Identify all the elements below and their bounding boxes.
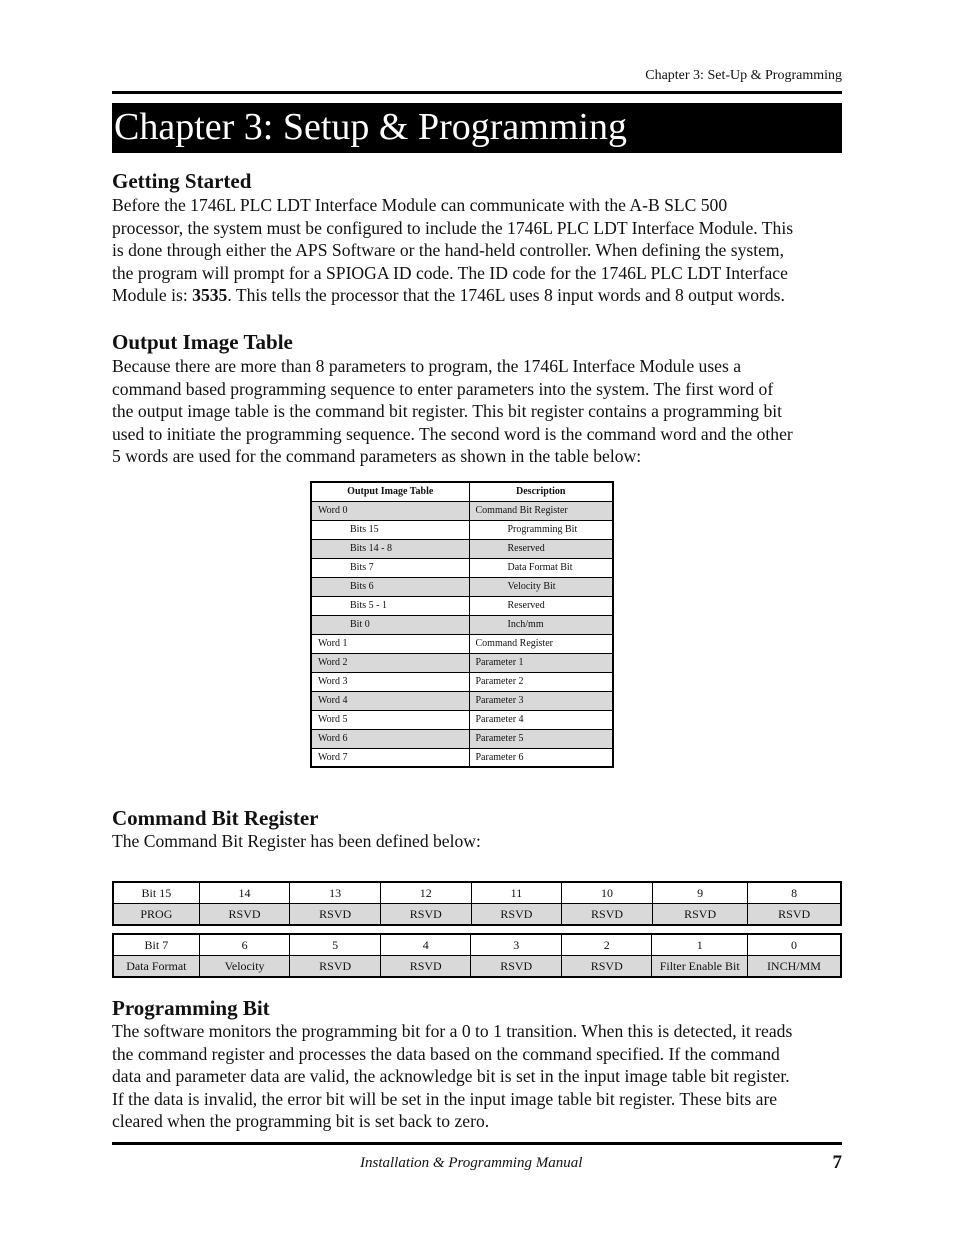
table-row [311,691,613,710]
bit-label-cell: RSVD [471,956,562,978]
text-line: 5 words are used for the command parameters as shown in the table below: [112,446,642,467]
programming-bit-paragraph [112,1020,844,1133]
table-row [311,615,613,634]
bit-number-cell: 0 [747,934,841,956]
cell-text: Bits 6 [350,581,374,592]
page-number: 7 [832,1152,842,1173]
cell-text: Inch/mm [507,619,544,630]
cell-text: Parameter 2 [475,676,524,687]
bit-label-cell: RSVD [748,904,841,926]
text-line: the command register and processes the data based on the command specified. If the command [112,1043,780,1064]
bit-number-cell: 4 [380,934,471,956]
cell-text: Programming Bit [507,524,578,535]
table-cell [469,691,613,710]
cell-text: Word 0 [318,505,348,516]
table-cell [469,729,613,748]
bit-number-cell: 3 [471,934,562,956]
bit-number-cell: 11 [471,882,562,904]
table-row [311,501,613,520]
text-line: Before the 1746L PLC LDT Interface Module can communicate with the A-B SLC 500 [112,195,728,215]
cell-text: Parameter 4 [475,714,524,725]
bit-label-cell: RSVD [380,904,471,926]
table-cell [311,672,469,691]
bit-number-row [113,934,841,956]
running-head: Chapter 3: Set-Up & Programming [645,68,842,83]
table-cell [311,520,469,539]
table-row [311,729,613,748]
table-cell [469,539,613,558]
table-cell [311,634,469,653]
table-cell [311,539,469,558]
bit-label-row [113,956,841,978]
table-cell [469,577,613,596]
cell-text: Word 5 [318,714,348,725]
text-line: the output image table is the command bit register. This bit register contains a programming bit [112,401,783,422]
id-code: 3535 [192,285,228,306]
text-line: Module is: [112,285,193,306]
cell-text: Bits 7 [350,562,374,573]
table-row [311,520,613,539]
bit-number-row [113,882,841,904]
output-image-table-paragraph [112,355,844,468]
table-cell [469,501,613,520]
table-cell [311,577,469,596]
table-cell [311,558,469,577]
bit-number-cell: 8 [748,882,841,904]
footer-rule [112,1142,842,1145]
table-cell [469,653,613,672]
text-line: If the data is invalid, the error bit will be set in the input image table bit register. These bits are [112,1088,778,1109]
text-line: data and parameter data are valid, the acknowledge bit is set in the input image table bit register. [112,1066,790,1087]
bit-number-cell: 14 [199,882,290,904]
text-line: processor, the system must be configured to include the 1746L PLC LDT Interface Module. This [112,217,794,238]
output-image-table [310,481,614,768]
table-cell [311,501,469,520]
table-cell [469,558,613,577]
bit-number-cell: 2 [561,934,652,956]
table-cell [311,596,469,615]
bit-number-cell: 12 [380,882,471,904]
bit-label-cell: RSVD [380,956,471,978]
bit-number-cell: 1 [652,934,747,956]
text-line: Because there are more than 8 parameters to program, the 1746L Interface Module uses a [112,356,742,376]
bit-label-cell: INCH/MM [747,956,841,978]
table-header-cell: Output Image Table [311,482,469,501]
cell-text: Parameter 5 [475,733,524,744]
table-cell [311,615,469,634]
table-row [311,634,613,653]
bit-label-cell: RSVD [561,956,652,978]
bit-number-cell: Bit 15 [113,882,199,904]
cell-text: Parameter 3 [475,695,524,706]
cell-text: Bits 5 - 1 [350,600,387,611]
table-cell [469,520,613,539]
bit-number-cell: 13 [290,882,381,904]
table-cell [469,634,613,653]
text-line: used to initiate the programming sequence. The second word is the command word and the other [112,423,793,444]
table-cell [469,710,613,729]
table-cell [311,710,469,729]
cell-text: Word 1 [318,638,348,649]
bit-number-cell: 5 [290,934,381,956]
bit-label-row [113,904,841,926]
command-bit-register-high-table [112,881,842,926]
table-row [311,710,613,729]
table-cell [311,729,469,748]
bit-number-cell: 10 [562,882,653,904]
table-row [311,577,613,596]
text-line: The software monitors the programming bit for a 0 to 1 transition. When this is detected, it reads [112,1021,793,1041]
heading-getting-started: Getting Started [112,169,252,193]
cell-text: Command Register [475,638,553,649]
cell-text: Bits 14 - 8 [350,543,392,554]
cell-text: Data Format Bit [507,562,573,573]
bit-label-cell: Data Format [113,956,199,978]
table-cell [311,653,469,672]
table-row [311,539,613,558]
table-row [311,748,613,767]
table-row [311,672,613,691]
cell-text: Word 7 [318,751,348,763]
table-cell [311,691,469,710]
table-cell [469,672,613,691]
text-line: is done through either the APS Software or the hand-held controller. When defining the system, [112,240,785,261]
bit-label-cell: RSVD [199,904,290,926]
bit-number-cell: Bit 7 [113,934,199,956]
table-header-cell: Description [469,482,613,501]
table-cell [469,748,613,767]
footer-title: Installation & Programming Manual [360,1155,583,1171]
command-bit-register-low-table [112,933,842,978]
bit-number-cell: 9 [652,882,748,904]
text-line: command based programming sequence to enter parameters into the system. The first word of [112,378,774,399]
heading-command-bit-register: Command Bit Register [112,806,319,830]
table-row [311,558,613,577]
cell-text: Bit 0 [350,619,370,630]
bit-label-cell: Velocity [199,956,290,978]
text-line: the program will prompt for a SPIOGA ID code. The ID code for the 1746L PLC LDT Interface [112,262,788,283]
bit-label-cell: RSVD [562,904,653,926]
heading-programming-bit: Programming Bit [112,996,270,1020]
cell-text: Word 4 [318,695,348,706]
chapter-title: Chapter 3: Setup & Programming [112,103,842,153]
cell-text: Command Bit Register [475,505,568,516]
table-cell [469,615,613,634]
table-row [311,653,613,672]
header-rule [112,91,842,94]
cell-text: Reserved [507,600,545,611]
command-bit-register-paragraph: The Command Bit Register has been defined below: [112,831,481,851]
cell-text: Velocity Bit [507,581,556,592]
table-row [311,596,613,615]
text-line: . This tells the processor that the 1746L uses 8 input words and 8 output words. [227,285,785,306]
text-line: cleared when the programming bit is set back to zero. [112,1111,490,1132]
bit-label-cell: Filter Enable Bit [652,956,747,978]
bit-number-cell: 6 [199,934,290,956]
bit-label-cell: RSVD [652,904,748,926]
getting-started-paragraph [112,194,844,307]
table-cell [469,596,613,615]
cell-text: Word 3 [318,676,348,687]
cell-text: Reserved [507,543,545,554]
cell-text: Parameter 1 [475,657,524,668]
heading-output-image-table: Output Image Table [112,330,293,354]
cell-text: Word 2 [318,657,348,668]
table-cell [311,748,469,767]
cell-text: Word 6 [318,733,348,744]
bit-label-cell: RSVD [471,904,562,926]
cell-text: Parameter 6 [475,751,524,763]
bit-label-cell: RSVD [290,956,381,978]
table-header-row [311,482,613,501]
bit-label-cell: PROG [113,904,199,926]
cell-text: Bits 15 [350,524,379,535]
bit-label-cell: RSVD [290,904,381,926]
